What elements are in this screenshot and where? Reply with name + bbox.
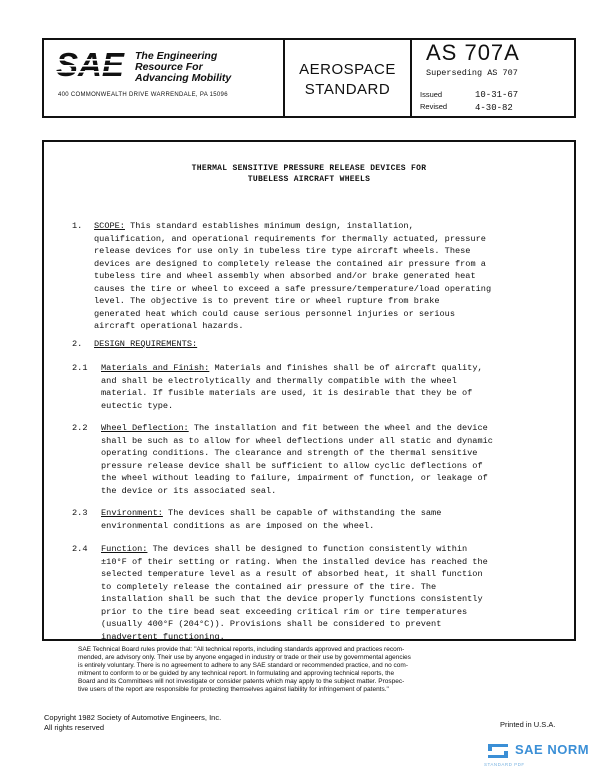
section-scope	[94, 220, 491, 333]
section-heading: Wheel Deflection:	[101, 423, 189, 433]
printed-in: Printed in U.S.A.	[500, 720, 556, 729]
watermark-text: SAE NORM	[515, 742, 590, 757]
text-line: shall be such as to allow for wheel deflections under all static and dynamic	[101, 435, 493, 446]
superseding: Superseding AS 707	[426, 68, 518, 78]
section-materials	[101, 362, 483, 412]
text-line: The devices shall be designed to function consistently within	[147, 544, 468, 554]
notice-line: mended, are advisory only. Their use by anyone engaged in industry or trade or their use by governmental agencies	[78, 654, 411, 661]
text-line: to completely release the contained air pressure of the tire. The	[101, 581, 437, 592]
tagline-line: Resource For	[135, 61, 203, 73]
section-design-requirements	[94, 338, 197, 351]
section-function	[101, 543, 488, 643]
text-line: aircraft operational hazards.	[94, 321, 244, 331]
text-line: eutectic type.	[101, 400, 174, 411]
section-heading: DESIGN REQUIREMENTS:	[94, 339, 198, 349]
text-line: pressure release device shall be sufficient to allow cyclic deflections of	[101, 460, 483, 471]
text-line: causes the tire or wheel to exceed a safe pressure/temperature/load operating	[94, 283, 492, 294]
text-line: ±10°F of their setting or rating. When the installed device has reached the	[101, 556, 488, 567]
text-line: release devices for use only in tubeless tire type aircraft wheels. These	[94, 246, 471, 256]
notice-line: SAE Technical Board rules provide that: "All technical reports, including standards approved and practices recom-	[78, 646, 405, 653]
tagline-line: Advancing Mobility	[135, 72, 232, 84]
text-line: the wheel without leading to failure, impairment of function, or leakage of	[101, 473, 488, 483]
text-line: tubeless tire and wheel assembly when absorbed and/or brake generated heat	[94, 271, 476, 281]
standard-type	[285, 60, 410, 100]
notice-line: is entirely voluntary. There is no agreement to adhere to any SAE standard or recommended practice, and no com-	[78, 662, 408, 669]
revised-date: 4-30-82	[475, 103, 513, 113]
title-line: THERMAL SENSITIVE PRESSURE RELEASE DEVICES FOR	[191, 164, 427, 173]
footer-notice	[78, 646, 558, 694]
section-heading: Materials and Finish:	[101, 363, 210, 373]
text-line: material. If fusible materials are used, it is desirable that they be of	[101, 388, 473, 398]
section-number: 2.4	[72, 544, 88, 554]
section-number: 2.3	[72, 508, 88, 518]
copyright-line: Copyright 1982 Society of Automotive Engineers, Inc.	[44, 713, 222, 722]
text-line: Materials and finishes shall be of aircraft quality,	[209, 363, 483, 373]
text-line: installation shall be such that the device properly functions consistently	[101, 594, 483, 604]
doc-number: AS 707A	[426, 40, 520, 65]
sae-norm-logo-icon	[484, 740, 512, 762]
sae-logo	[56, 48, 132, 82]
text-line: The installation and fit between the wheel and the device	[188, 423, 488, 433]
text-line: This standard establishes minimum design, installation,	[124, 221, 414, 231]
standard-type-line: STANDARD	[304, 81, 391, 98]
text-line: level. The objective is to prevent tire or wheel rupture from brake	[94, 296, 440, 306]
text-line: generated heat which could cause serious personnel injuries or serious	[94, 308, 455, 319]
section-environment	[101, 507, 441, 532]
text-line: The devices shall be capable of withstanding the same	[162, 508, 442, 518]
text-line: the device or its associated seal.	[101, 485, 277, 496]
text-line: operating conditions. The clearance and strength of the thermal sensitive	[101, 448, 478, 458]
rights-line: All rights reserved	[44, 723, 105, 732]
section-number: 2.	[72, 339, 83, 349]
text-line: prior to the tire bead seat exceeding critical rim or tire temperatures	[101, 606, 468, 617]
sae-tagline	[135, 51, 231, 84]
section-number: 2.1	[72, 363, 88, 373]
section-heading: SCOPE:	[94, 221, 125, 231]
text-line: qualification, and operational requirements for thermally actuated, pressure	[94, 233, 486, 244]
copyright	[44, 713, 221, 733]
section-heading: Environment:	[101, 508, 163, 518]
text-line: environmental conditions as are imposed on the wheel.	[101, 520, 375, 531]
watermark-subtext: STANDARD PDF	[484, 762, 525, 767]
header-divider	[410, 38, 412, 118]
notice-line: mitment to conform to or be guided by any technical report. In formulating and approving technical reports, the	[78, 670, 395, 677]
section-wheel-deflection	[101, 422, 493, 497]
tagline-line: The Engineering	[135, 50, 218, 62]
issued-label: Issued	[420, 90, 443, 99]
text-line: devices are designed to completely release the contained air pressure from a	[94, 258, 486, 269]
address: 400 COMMONWEALTH DRIVE WARRENDALE, PA 15096	[58, 92, 228, 98]
section-number: 1.	[72, 221, 83, 231]
revised-label: Revised	[420, 102, 448, 111]
text-line: and shall be electrolytically and thermally compatible with the wheel	[101, 375, 457, 386]
standard-type-line: AEROSPACE	[299, 61, 396, 78]
section-number: 2.2	[72, 423, 88, 433]
notice-line: tive users of the report are responsible for protecting themselves against liability for infringement of patents."	[78, 686, 389, 693]
text-line: (usually 400°F (204°C)). Provisions shall be considered to prevent	[101, 619, 442, 629]
section-heading: Function:	[101, 544, 148, 554]
text-line: selected temperature level as a result of absorbed heat, it shall function	[101, 569, 483, 579]
issued-date: 10-31-67	[475, 90, 519, 100]
text-line: inadvertent functioning.	[101, 631, 225, 642]
notice-line: Board and its Committees will not investigate or consider patents which may apply to the subject matter. Prospec-	[78, 678, 405, 685]
title-line: TUBELESS AIRCRAFT WHEELS	[247, 175, 371, 184]
document-title	[42, 163, 576, 185]
